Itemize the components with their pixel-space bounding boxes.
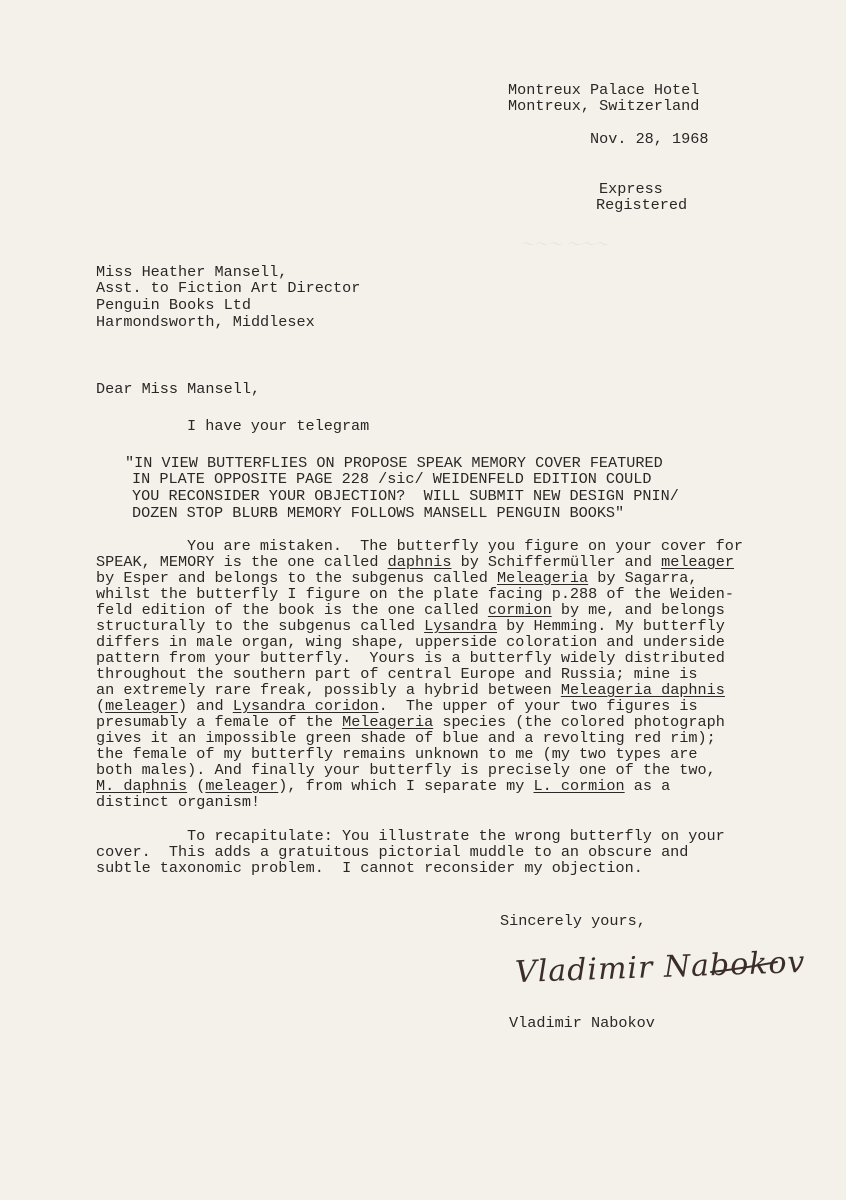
body-line: (meleager) and Lysandra coridon. The upper of your two figures is <box>96 697 698 715</box>
body-line: cover. This adds a gratuitous pictorial muddle to an obscure and <box>96 843 689 861</box>
body-line: the female of my butterfly remains unknown to me (my two types are <box>96 745 698 763</box>
body-line: distinct organism! <box>96 793 261 811</box>
telegram-line-1: "IN VIEW BUTTERFLIES ON PROPOSE SPEAK MEMORY COVER FEATURED <box>125 454 663 472</box>
intro-line: I have your telegram <box>187 417 370 435</box>
body-line: M. daphnis (meleager), from which I separate my L. cormion as a <box>96 777 671 795</box>
recipient-company: Penguin Books Ltd <box>96 296 251 314</box>
body-line: gives it an impossible green shade of blue and a revolting red rim); <box>96 729 716 747</box>
body-line: SPEAK, MEMORY is the one called daphnis by Schiffermüller and meleager <box>96 553 735 571</box>
recipient-name: Miss Heather Mansell, <box>96 263 288 281</box>
body-line: whilst the butterfly I figure on the plate facing p.288 of the Weiden- <box>96 585 734 603</box>
body-line: presumably a female of the Meleageria species (the colored photograph <box>96 713 725 731</box>
delivery-method-express: Express <box>599 180 663 198</box>
recipient-location: Harmondsworth, Middlesex <box>96 313 315 331</box>
body-line: You are mistaken. The butterfly you figure on your cover for <box>187 537 743 555</box>
body-line: throughout the southern part of central Europe and Russia; mine is <box>96 665 698 683</box>
body-line: an extremely rare freak, possibly a hybrid between Meleageria daphnis <box>96 681 725 699</box>
telegram-line-4: DOZEN STOP BLURB MEMORY FOLLOWS MANSELL PENGUIN BOOKS" <box>132 504 625 522</box>
body-line: structurally to the subgenus called Lysandra by Hemming. My butterfly <box>96 617 725 635</box>
body-line: both males). And finally your butterfly is precisely one of the two, <box>96 761 716 779</box>
telegram-line-3: YOU RECONSIDER YOUR OBJECTION? WILL SUBMIT NEW DESIGN PNIN/ <box>132 487 679 505</box>
body-line: feld edition of the book is the one called cormion by me, and belongs <box>96 601 725 619</box>
sender-address-line2: Montreux, Switzerland <box>508 97 700 115</box>
bleed-through-mark: ～～～ ～～～ <box>520 237 609 253</box>
recipient-title: Asst. to Fiction Art Director <box>96 279 361 297</box>
delivery-method-registered: Registered <box>596 196 688 214</box>
body-line: subtle taxonomic problem. I cannot reconsider my objection. <box>96 859 643 877</box>
signature-flourish <box>515 948 795 998</box>
letter-date: Nov. 28, 1968 <box>590 130 709 148</box>
sender-address-line1: Montreux Palace Hotel <box>508 81 700 99</box>
body-line: pattern from your butterfly. Yours is a butterfly widely distributed <box>96 649 725 667</box>
handwritten-signature: Vladimir Nabokov <box>514 944 806 991</box>
salutation: Dear Miss Mansell, <box>96 380 261 398</box>
typed-signature-name: Vladimir Nabokov <box>509 1014 655 1032</box>
telegram-line-2: IN PLATE OPPOSITE PAGE 228 /sic/ WEIDENFELD EDITION COULD <box>132 470 652 488</box>
body-line: differs in male organ, wing shape, upperside coloration and underside <box>96 633 725 651</box>
closing: Sincerely yours, <box>500 912 646 930</box>
body-line: To recapitulate: You illustrate the wrong butterfly on your <box>187 827 725 845</box>
body-line: by Esper and belongs to the subgenus called Meleageria by Sagarra, <box>96 569 698 587</box>
